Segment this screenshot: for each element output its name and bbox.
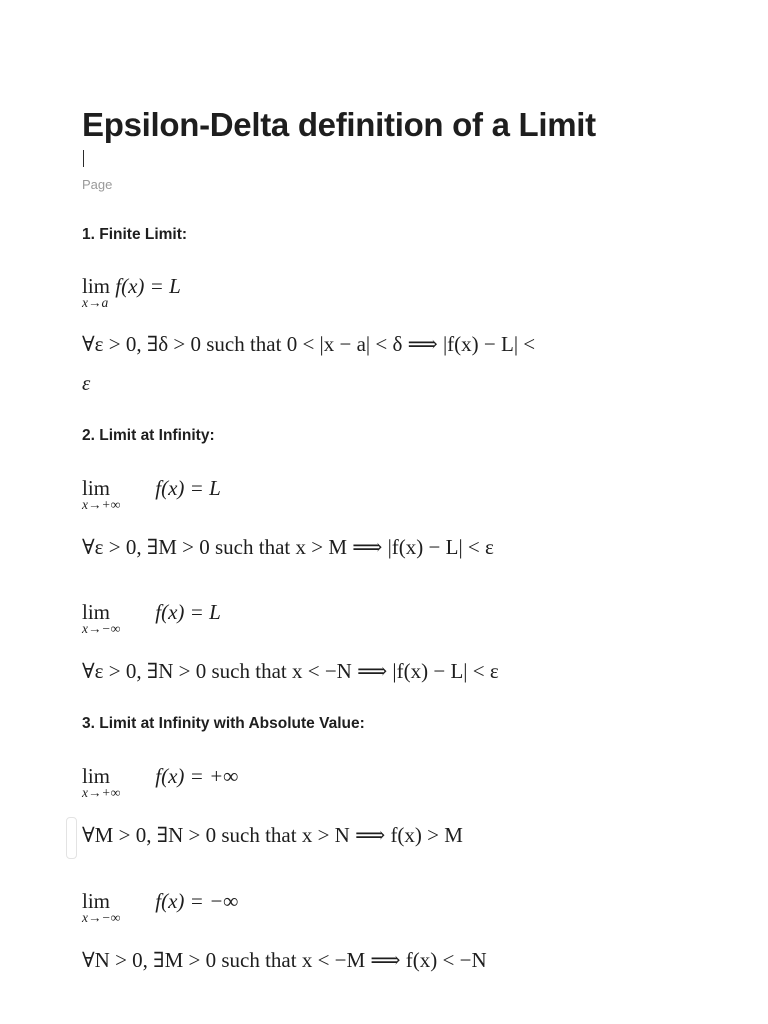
text-cursor bbox=[83, 150, 84, 167]
section-heading-infinite-limit[interactable]: 3. Limit at Infinity with Absolute Value: bbox=[82, 715, 365, 732]
formula-limit-finite[interactable] bbox=[82, 273, 181, 310]
lim-subscript: x→+∞ bbox=[82, 785, 121, 800]
formula-limit-minus-infinity[interactable] bbox=[82, 599, 221, 636]
formula-definition-finite[interactable]: ∀ε > 0, ∃δ > 0 such that 0 < |x − a| < δ ⟹ |f(x) − L| < bbox=[82, 332, 536, 356]
formula-definition-minus-infinity-unbounded[interactable]: ∀N > 0, ∃M > 0 such that x < −M ⟹ f(x) < −N bbox=[82, 948, 487, 972]
formula-definition-finite-wrap[interactable]: ε bbox=[82, 371, 91, 395]
lim-subscript: x→−∞ bbox=[82, 910, 121, 925]
formula-limit-minus-infinity-unbounded[interactable] bbox=[82, 888, 239, 925]
formula-limit-plus-infinity-unbounded[interactable] bbox=[82, 763, 239, 800]
section-heading-finite-limit[interactable]: 1. Finite Limit: bbox=[82, 226, 188, 243]
formula-definition-plus-infinity[interactable]: ∀ε > 0, ∃M > 0 such that x > M ⟹ |f(x) − L| < ε bbox=[82, 535, 494, 559]
formula-definition-minus-infinity[interactable]: ∀ε > 0, ∃N > 0 such that x < −N ⟹ |f(x) − L| < ε bbox=[82, 659, 499, 683]
lim-subscript: x→−∞ bbox=[82, 621, 121, 636]
limit-expression: f(x) = −∞ bbox=[155, 889, 239, 913]
lim-operator: lim x→−∞ bbox=[82, 600, 121, 636]
page-title[interactable]: Epsilon-Delta definition of a Limit bbox=[82, 106, 596, 143]
limit-expression: f(x) = L bbox=[155, 600, 221, 624]
section-heading-limit-at-infinity[interactable]: 2. Limit at Infinity: bbox=[82, 427, 215, 444]
lim-subscript: x→a bbox=[82, 295, 109, 310]
lim-operator: lim x→−∞ bbox=[82, 889, 121, 925]
limit-expression: f(x) = L bbox=[115, 274, 181, 298]
lim-operator: lim x→+∞ bbox=[82, 476, 121, 512]
lim-operator: lim x→a bbox=[82, 274, 111, 310]
page-type-label: Page bbox=[82, 177, 113, 192]
lim-operator: lim x→+∞ bbox=[82, 764, 121, 800]
block-drag-handle[interactable] bbox=[66, 817, 77, 859]
formula-definition-plus-infinity-unbounded[interactable]: ∀M > 0, ∃N > 0 such that x > N ⟹ f(x) > M bbox=[82, 823, 463, 847]
limit-expression: f(x) = L bbox=[155, 476, 221, 500]
lim-subscript: x→+∞ bbox=[82, 497, 121, 512]
formula-limit-plus-infinity[interactable] bbox=[82, 475, 221, 512]
limit-expression: f(x) = +∞ bbox=[155, 764, 239, 788]
